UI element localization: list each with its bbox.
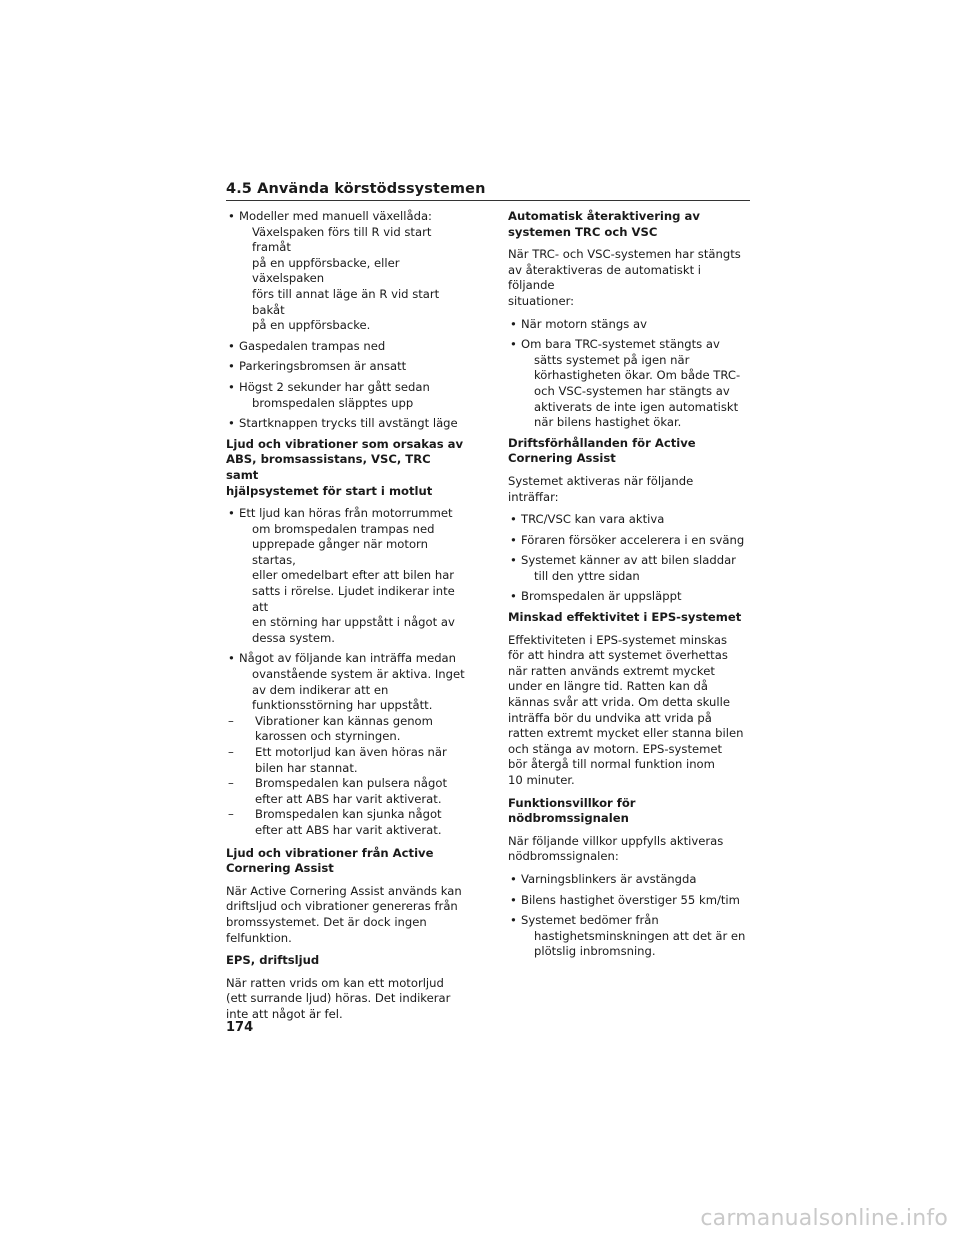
text-line: • Något av följande kan inträffa medan: [239, 651, 457, 666]
subheading: [508, 436, 748, 467]
text-line: hjälpsystemet för start i motlut: [226, 483, 433, 498]
text-line: Minskad effektivitet i EPS-systemet: [508, 610, 742, 625]
text-line: inte att något är fel.: [226, 1006, 343, 1021]
text-line: – Vibrationer kan kännas genom: [255, 713, 433, 728]
paragraph: [226, 884, 466, 946]
list-item: [508, 533, 748, 549]
text-line: Automatisk återaktivering av: [508, 209, 700, 223]
list-item: [226, 209, 466, 334]
text-line: När Active Cornering Assist används kan: [226, 883, 462, 898]
text-line: sätts systemet på igen när: [534, 352, 690, 367]
text-line: situationer:: [508, 293, 575, 308]
paragraph: [508, 474, 748, 505]
list-item: [508, 512, 748, 528]
text-line: ovanstående system är aktiva. Inget: [252, 667, 465, 682]
text-line: till den yttre sidan: [534, 568, 640, 583]
text-line: ratten extremt mycket eller stanna bilen: [508, 726, 744, 741]
text-line: på en uppförsbacke.: [252, 318, 371, 333]
text-line: • Systemet bedömer från: [521, 913, 659, 928]
text-line: Cornering Assist: [226, 861, 334, 876]
text-line: funktionsstörning har uppstått.: [252, 698, 433, 713]
subheading: [508, 796, 748, 827]
text-line: felfunktion.: [226, 930, 292, 945]
text-line: inträffar:: [508, 489, 559, 504]
list-item: [508, 872, 748, 888]
list-item: [508, 893, 748, 909]
text-line: satts i rörelse. Ljudet indikerar inte att: [252, 584, 455, 614]
text-line: och VSC-systemen har stängts av: [534, 383, 730, 398]
list-item: [508, 553, 748, 584]
subheading: [226, 846, 466, 877]
text-line: Systemet aktiveras när följande: [508, 473, 694, 488]
list-item: [508, 589, 748, 605]
paragraph: [508, 834, 748, 865]
list-item: [226, 359, 466, 375]
bullet-list: [508, 317, 748, 431]
dash-list: [226, 714, 466, 839]
text-line: av återaktiveras de automatiskt i följande: [508, 262, 702, 293]
text-line: förs till annat läge än R vid start bakåt: [252, 286, 440, 317]
text-line: • Systemet känner av att bilen sladdar: [521, 553, 736, 568]
list-item: [226, 714, 466, 745]
text-line: • Om bara TRC-systemet stängts av: [521, 337, 720, 352]
list-item: [226, 380, 466, 411]
text-line: När TRC- och VSC-systemen har stängts: [508, 247, 741, 262]
bullet-list: [508, 872, 748, 960]
section-title: 4.5 Använda körstödssystemen: [226, 181, 486, 197]
text-line: nödbromssignalen:: [508, 849, 619, 864]
list-item: [226, 339, 466, 355]
text-line: – Bromspedalen kan pulsera något: [255, 776, 447, 791]
text-line: 10 minuter.: [508, 773, 575, 787]
text-line: Växelspaken förs till R vid start framåt: [252, 224, 432, 255]
text-line: inträffa bör du undvika att vrida på: [508, 710, 712, 725]
text-line: dessa system.: [252, 630, 335, 645]
text-line: plötslig inbromsning.: [534, 944, 656, 959]
left-column: [226, 209, 466, 1030]
paragraph: [508, 633, 748, 789]
text-line: • När motorn stängs av: [521, 316, 647, 331]
text-line: driftsljud och vibrationer genereras från: [226, 899, 458, 914]
text-line: systemen TRC och VSC: [508, 224, 658, 239]
text-line: eller omedelbart efter att bilen har: [252, 568, 455, 583]
text-line: av dem indikerar att en: [252, 682, 389, 697]
subheading: [508, 610, 748, 626]
paragraph: [508, 247, 748, 309]
text-line: • Bromspedalen är uppsläppt: [521, 589, 682, 604]
subheading: [508, 209, 748, 240]
text-line: Ljud och vibrationer som orsakas av: [226, 436, 464, 451]
bullet-list: [226, 209, 466, 432]
text-line: bromssystemet. Det är dock ingen: [226, 914, 427, 929]
text-line: bilen har stannat.: [255, 760, 358, 775]
text-line: • Bilens hastighet överstiger 55 km/tim: [521, 892, 740, 907]
text-line: hastighetsminskningen att det är en: [534, 928, 746, 943]
text-line: bör återgå till normal funktion inom: [508, 757, 715, 772]
text-line: Ljud och vibrationer från Active: [226, 845, 434, 860]
text-line: aktiverats de inte igen automatiskt: [534, 399, 739, 414]
text-line: efter att ABS har varit aktiverat.: [255, 791, 442, 806]
right-column: [508, 209, 748, 965]
list-item: [508, 913, 748, 960]
paragraph: [226, 976, 466, 1023]
list-item: [226, 807, 466, 838]
text-line: När följande villkor uppfylls aktiveras: [508, 833, 724, 848]
text-line: bromspedalen släpptes upp: [252, 395, 414, 410]
subheading: [226, 953, 466, 969]
text-line: • Parkeringsbromsen är ansatt: [239, 359, 407, 374]
list-item: [508, 337, 748, 431]
text-line: • Högst 2 sekunder har gått sedan: [239, 379, 430, 394]
text-line: • Varningsblinkers är avstängda: [521, 871, 697, 886]
text-line: kännas svår att vrida. Om detta skulle: [508, 695, 730, 710]
text-line: upprepade gånger när motorn startas,: [252, 537, 428, 567]
text-line: efter att ABS har varit aktiverat.: [255, 822, 442, 837]
bullet-list: [508, 512, 748, 605]
text-line: Cornering Assist: [508, 451, 616, 466]
text-line: När ratten vrids om kan ett motorljud: [226, 975, 444, 990]
list-item: [508, 317, 748, 333]
text-line: en störning har uppstått i något av: [252, 615, 455, 630]
text-line: ABS, bromsassistans, VSC, TRC samt: [226, 452, 431, 482]
page-number: 174: [226, 1020, 254, 1035]
subheading: [226, 437, 466, 499]
list-item: [226, 416, 466, 432]
text-line: när ratten används extremt mycket: [508, 663, 715, 678]
text-line: • Föraren försöker accelerera i en sväng: [521, 532, 745, 547]
list-item: [226, 506, 466, 646]
list-item: [226, 776, 466, 807]
text-line: Driftsförhållanden för Active: [508, 435, 696, 450]
text-line: • Startknappen trycks till avstängt läge: [239, 416, 458, 431]
text-line: • Ett ljud kan höras från motorrummet: [239, 506, 453, 521]
list-item: [226, 745, 466, 776]
bullet-list: [226, 506, 466, 714]
text-line: när bilens hastighet ökar.: [534, 415, 682, 430]
text-line: om bromspedalen trampas ned: [252, 521, 435, 536]
text-line: på en uppförsbacke, eller växelspaken: [252, 255, 400, 286]
text-line: Effektiviteten i EPS-systemet minskas: [508, 632, 728, 647]
text-line: • TRC/VSC kan vara aktiva: [521, 512, 665, 527]
watermark: carmanualsonline.info: [700, 1206, 948, 1231]
text-line: karossen och styrningen.: [255, 729, 401, 744]
text-line: för att hindra att systemet överhettas: [508, 648, 728, 663]
section-header: [226, 178, 750, 201]
text-line: – Bromspedalen kan sjunka något: [255, 807, 442, 822]
text-line: • Gaspedalen trampas ned: [239, 338, 386, 353]
text-line: och stänga av motorn. EPS-systemet: [508, 741, 723, 756]
list-item: [226, 651, 466, 713]
text-line: – Ett motorljud kan även höras när: [255, 745, 447, 759]
text-line: under en längre tid. Ratten kan då: [508, 679, 708, 694]
text-line: Funktionsvillkor för nödbromssignalen: [508, 795, 636, 826]
text-line: • Modeller med manuell växellåda:: [239, 209, 432, 223]
text-line: (ett surrande ljud) höras. Det indikerar: [226, 991, 451, 1006]
text-line: körhastigheten ökar. Om både TRC-: [534, 368, 741, 383]
text-line: EPS, driftsljud: [226, 953, 320, 968]
